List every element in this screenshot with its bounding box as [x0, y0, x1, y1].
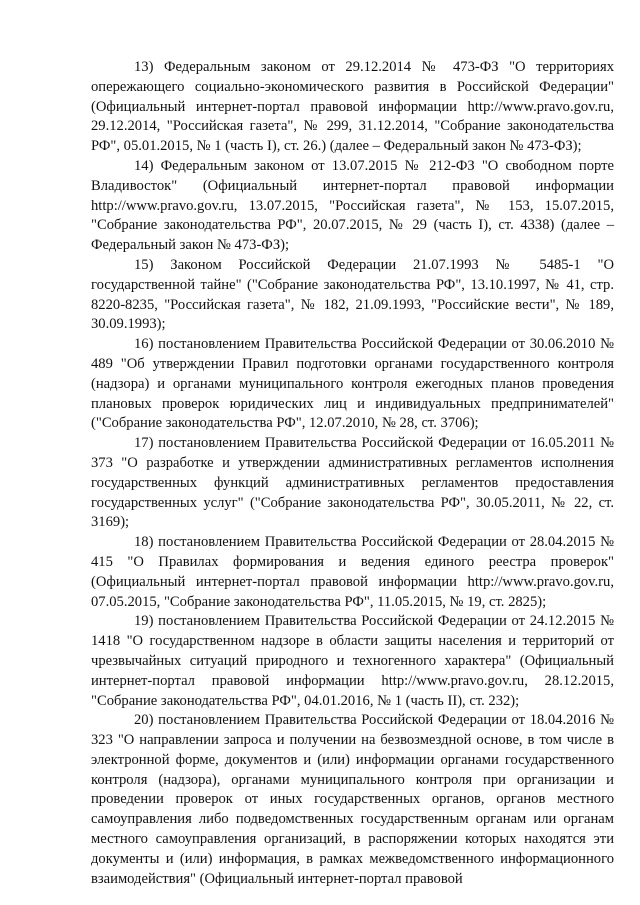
list-item-16: 16) постановлением Правительства Российской Федерации от 30.06.2010 № 489 "Об утверждении Правил подготовки органами государственного контроля (надзора) и органами муниципального контроля ежегодных планов проведения плановых проверок юридических лиц и индивидуальных предпринимателей" ("Собрание законодательства РФ", 12.07.2010, № 28, ст. 3706); [91, 336, 614, 432]
list-item-15: 15) Законом Российской Федерации 21.07.1993 № 5485-1 "О государственной тайне" ("Собрание законодательства РФ", 13.10.1997, № 41, стр. 8220-8235, "Российская газета", № 182, 21.09.1993, "Российские вести", № 189, 30.09.1993); [91, 256, 614, 333]
list-item-20: 20) постановлением Правительства Российской Федерации от 18.04.2016 № 323 "О направлении запроса и получении на безвозмездной основе, в том числе в электронной форме, документов и (или) информации органами государственного контроля (надзора), органами муниципального контроля при организации и проведении проверок от иных государственных органов, органов местного самоуправления либо подведомственных государственным органам или органам местного самоуправления организаций, в распоряжении которых находятся эти документы и (или) информация, в рамках межведомственного информационного взаимодействия" (Официальный интернет-портал правовой [91, 712, 614, 887]
list-item-17: 17) постановлением Правительства Российской Федерации от 16.05.2011 № 373 "О разработке и утверждении административных регламентов исполнения государственных функций административных регламентов предоставления государственных услуг" ("Собрание законодательства РФ", 30.05.2011, № 22, ст. 3169); [91, 435, 614, 531]
list-item-18: 18) постановлением Правительства Российской Федерации от 28.04.2015 № 415 "О Правилах формирования и ведения единого реестра проверок" (Официальный интернет-портал правовой информации http://www.pravo.gov.ru, 07.05.2015, "Собрание законодательства РФ", 11.05.2015, № 19, ст. 2825); [91, 534, 614, 610]
list-item-19: 19) постановлением Правительства Российской Федерации от 24.12.2015 № 1418 "О государственном надзоре в области защиты населения и территорий от чрезвычайных ситуаций природного и техногенного характера" (Официальный интернет-портал правовой информации http://www.pravo.gov.ru, 28.12.2015, "Собрание законодательства РФ", 04.01.2016, № 1 (часть II), ст. 232); [91, 613, 614, 709]
list-item-13: 13) Федеральным законом от 29.12.2014 № 473-ФЗ "О территориях опережающего социально-экономического развития в Российской Федерации" (Официальный интернет-портал правовой информации http://www.pravo.gov.ru, 29.12.2014, "Российская газета", № 299, 31.12.2014, "Собрание законодательства РФ", 05.01.2015, № 1 (часть I), ст. 26.) (далее – Федеральный закон № 473-ФЗ); [91, 59, 614, 155]
list-item-14: 14) Федеральным законом от 13.07.2015 № 212-ФЗ "О свободном порте Владивосток" (Официальный интернет-портал правовой информации http://www.pravo.gov.ru, 13.07.2015, "Российская газета", № 153, 15.07.2015, "Собрание законодательства РФ", 20.07.2015, № 29 (часть I), ст. 4338) (далее – Федеральный закон № 473-ФЗ); [91, 157, 614, 254]
